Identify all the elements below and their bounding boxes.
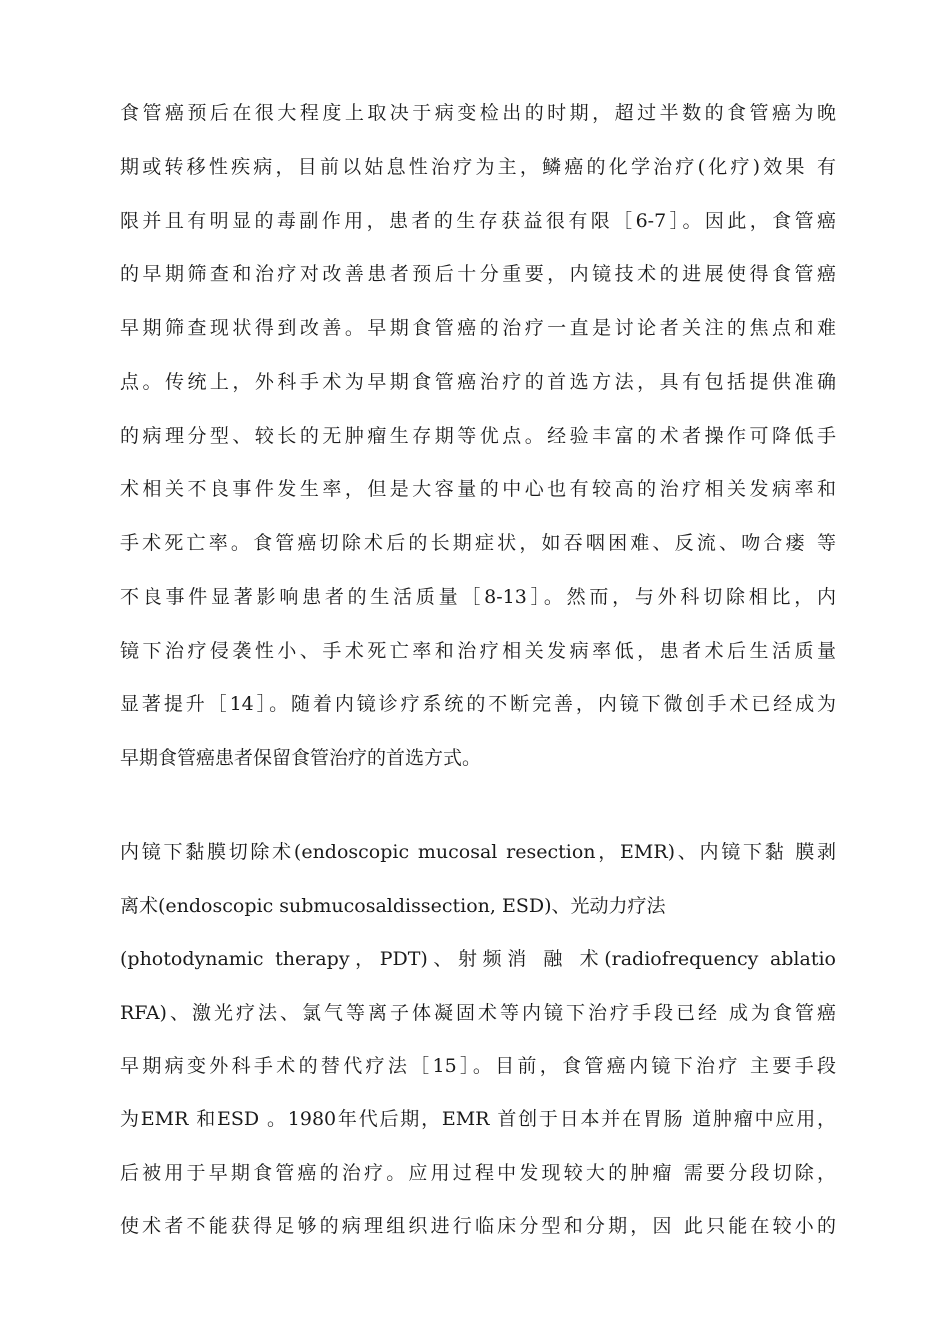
text-line: 食管癌预后在很大程度上取决于病变检出的时期，超过半数的食管癌为晚 (120, 102, 836, 124)
text-line: 的早期筛查和治疗对改善患者预后十分重要，内镜技术的进展使得食管癌 (120, 263, 836, 285)
text-line: 的病理分型、较长的无肿瘤生存期等优点。经验丰富的术者操作可降低手 (120, 425, 836, 447)
text-line: 后被用于早期食管癌的治疗。应用过程中发现较大的肿瘤 需要分段切除， (120, 1162, 836, 1184)
text-line: (photodynamic therapy，PDT)、射频消 融 术(radiofrequency ablatio (120, 948, 836, 970)
text-line: 不良事件显著影响患者的生活质量［8-13］。然而，与外科切除相比，内 (120, 586, 836, 608)
text-line: 限并且有明显的毒副作用，患者的生存获益很有限［6-7］。因此，食管癌 (120, 210, 836, 232)
text-line: 点。传统上，外科手术为早期食管癌治疗的首选方法，具有包括提供准确 (120, 371, 836, 393)
text-line: 早期食管癌患者保留食管治疗的首选方式。 (120, 747, 482, 769)
text-line: 镜下治疗侵袭性小、手术死亡率和治疗相关发病率低，患者术后生活质量 (120, 640, 836, 662)
text-line: 早期病变外科手术的替代疗法［15］。目前，食管癌内镜下治疗 主要手段 (120, 1055, 836, 1077)
text-line: 显著提升［14］。随着内镜诊疗系统的不断完善，内镜下微创手术已经成为 (120, 693, 836, 715)
text-line: 期或转移性疾病，目前以姑息性治疗为主，鳞癌的化学治疗(化疗)效果 有 (120, 156, 836, 178)
text-line: 术相关不良事件发生率，但是大容量的中心也有较高的治疗相关发病率和 (120, 478, 836, 500)
text-line: 手术死亡率。食管癌切除术后的长期症状，如吞咽困难、反流、吻合瘘 等 (120, 532, 836, 554)
text-line: 使术者不能获得足够的病理组织进行临床分型和分期，因 此只能在较小的 (120, 1215, 836, 1237)
text-line: 早期筛查现状得到改善。早期食管癌的治疗一直是讨论者关注的焦点和难 (120, 317, 836, 339)
text-line: 离术(endoscopic submucosaldissection, ESD)、光动力疗法 (120, 895, 666, 917)
text-line: RFA)、激光疗法、氯气等离子体凝固术等内镜下治疗手段已经 成为食管癌 (120, 1002, 836, 1024)
text-line: 为EMR 和ESD 。1980年代后期，EMR 首创于日本并在胃肠 道肿瘤中应用， (120, 1108, 836, 1130)
text-line: 内镜下黏膜切除术(endoscopic mucosal resection，EMR)、内镜下黏 膜剥 (120, 841, 836, 863)
